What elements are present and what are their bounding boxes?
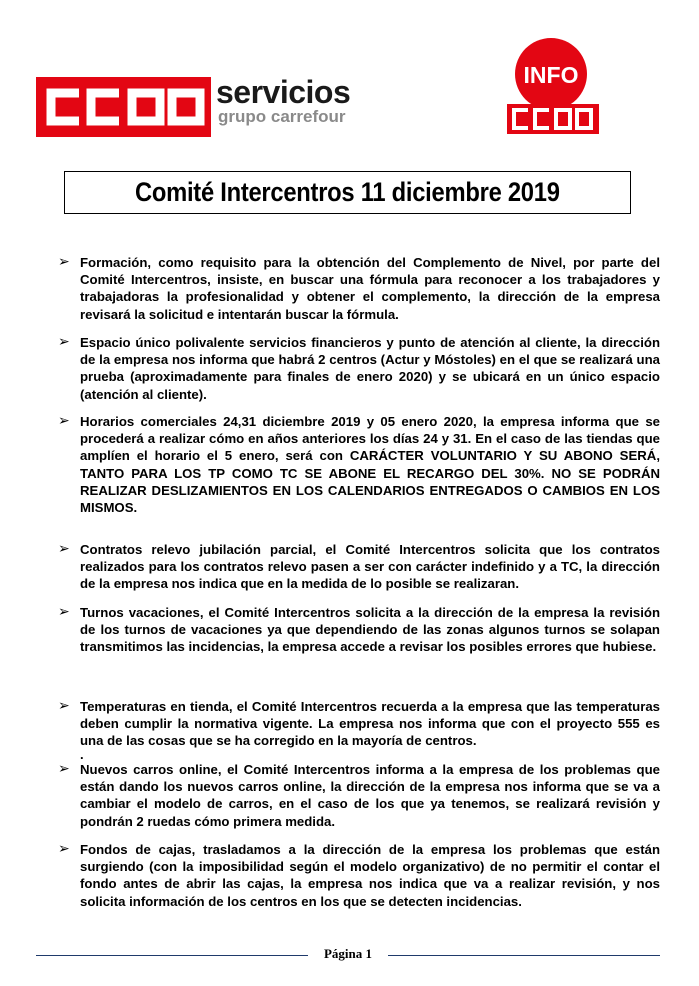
stray-period: . — [80, 747, 84, 762]
arrow-bullet-icon: ➢ — [58, 334, 70, 350]
list-item — [58, 254, 660, 323]
list-item — [58, 698, 660, 750]
list-item-text: Fondos de cajas, trasladamos a la dirección de la empresa los problemas que están surgiendo (con la imposibilidad según el modelo organizativo) de no permitir el contar el fondo antes de abrir las cajas, la empresa nos indica que va a realizar revisión, y nos solicita información de los centros en los que se detecten incidencias. — [80, 842, 660, 909]
list-item-text: Horarios comerciales 24,31 diciembre 2019 y 05 enero 2020, la empresa informa que se procederá a realizar cómo en años anteriores los días 24 y 31. En el caso de las tiendas que amplíen el horario el 5 enero, será con CARÁCTER VOLUNTARIO Y SU ABONO SERÁ, TANTO PARA LOS TP COMO TC SE ABONE EL RECARGO DEL 30%. NO SE PODRÁN REALIZAR DESLIZAMIENTOS EN LOS CALENDARIOS ENTREGADOS O CAMBIOS EN LOS MISMOS. — [80, 414, 660, 516]
list-item — [58, 541, 660, 593]
arrow-bullet-icon: ➢ — [58, 413, 70, 429]
arrow-bullet-icon: ➢ — [58, 761, 70, 777]
list-item — [58, 334, 660, 403]
list-item — [58, 761, 660, 830]
list-item-text: Turnos vacaciones, el Comité Intercentros solicita a la dirección de la empresa la revisión de los turnos de vacaciones ya que dependiendo de las zonas algunos turnos se solapan transmitimos las incidencias, la empresa accede a revisar los posibles errores que hubiese. — [80, 605, 660, 655]
arrow-bullet-icon: ➢ — [58, 841, 70, 857]
document-title: Comité Intercentros 11 diciembre 2019 — [135, 177, 560, 207]
svg-text:INFO: INFO — [523, 62, 579, 88]
ccoo-wordmark-graphic — [36, 77, 211, 137]
list-item — [58, 604, 660, 656]
list-item-text: Nuevos carros online, el Comité Intercentros informa a la empresa de los problemas que están dando los nuevos carros online, la dirección de la empresa nos informa que se va a cambiar el modelo de carros, en el caso de los que ya tenemos, se realizará revisión y pondrán 2 ruedas cómo primera medida. — [80, 762, 660, 829]
list-item — [58, 413, 660, 516]
brand-text — [216, 76, 350, 126]
arrow-bullet-icon: ➢ — [58, 604, 70, 620]
ccoo-logo — [36, 77, 211, 137]
arrow-bullet-icon: ➢ — [58, 541, 70, 557]
arrow-bullet-icon: ➢ — [58, 698, 70, 714]
brand-subtitle: grupo carrefour — [218, 107, 346, 126]
footer-rule-right — [388, 955, 660, 956]
brand-title: servicios — [216, 74, 351, 110]
info-ccoo-logo — [499, 36, 607, 136]
footer-rule-left — [36, 955, 308, 956]
list-item-text: Temperaturas en tienda, el Comité Intercentros recuerda a la empresa que las temperaturas deben cumplir la normativa vigente. La empresa nos informa que con el proyecto 555 es una de las cosas que se ha corregido en la mayoría de centros. — [80, 699, 660, 749]
page-number: Página 1 — [323, 946, 373, 961]
list-item-text: Espacio único polivalente servicios financieros y punto de atención al cliente, la dirección de la empresa nos informa que habrá 2 centros (Actur y Móstoles) en el que se realizará una prueba (aproximadamente para finales de enero 2020) y se ubicará en un único espacio (atención al cliente). — [80, 335, 660, 402]
list-item — [58, 841, 660, 910]
document-title-box — [64, 171, 631, 214]
list-item-text: Formación, como requisito para la obtención del Complemento de Nivel, por parte del Comité Intercentros, insiste, en buscar una fórmula para reconocer a los trabajadores y trabajadoras la profesionalidad y obtener el complemento, la dirección de la empresa revisará la solicitud e intentarán buscar la fórmula. — [80, 255, 660, 322]
list-item-text: Contratos relevo jubilación parcial, el Comité Intercentros solicita que los contratos realizados para los contratos relevo pasen a ser con carácter indefinido y a TC, la dirección de la empresa nos indica que en la medida de lo posible se realizaran. — [80, 542, 660, 592]
arrow-bullet-icon: ➢ — [58, 254, 70, 270]
